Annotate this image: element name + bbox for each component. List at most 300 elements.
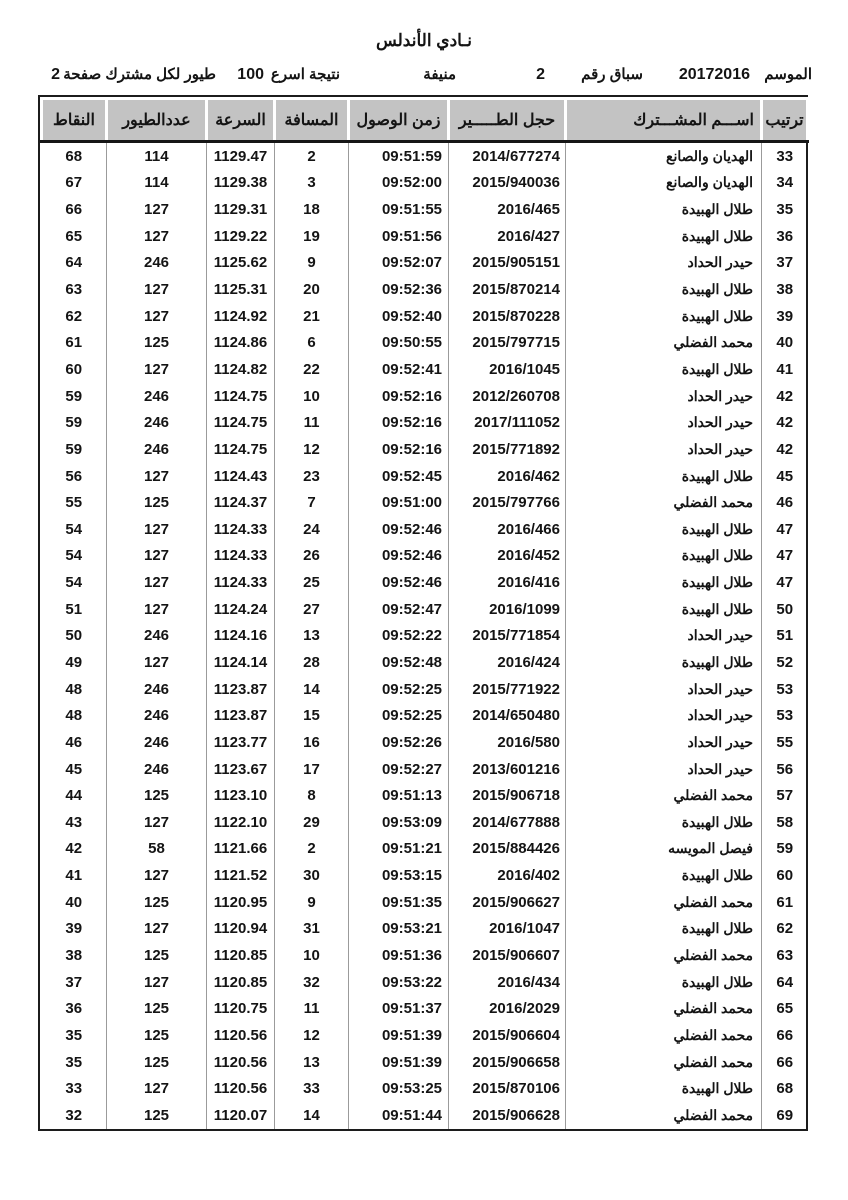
cell-distance: 13 — [275, 1049, 349, 1076]
cell-participant-name: حيدر الحداد — [566, 250, 762, 277]
cell-bird-count: 125 — [107, 942, 207, 969]
cell-bird-count: 246 — [107, 250, 207, 277]
cell-arrival-time: 09:51:59 — [349, 142, 449, 170]
cell-speed: 1125.31 — [207, 276, 275, 303]
cell-speed: 1120.85 — [207, 942, 275, 969]
cell-distance: 19 — [275, 223, 349, 250]
cell-rank: 42 — [776, 414, 794, 432]
cell-participant-name: حيدر الحداد — [566, 702, 762, 729]
table-row — [42, 729, 808, 756]
cell-arrival-time: 09:51:21 — [349, 836, 449, 863]
race-number-label: سباق رقم — [581, 66, 643, 83]
cell-ring-number: 2013/601216 — [449, 756, 566, 783]
cell-ring-number: 2015/797715 — [449, 329, 566, 356]
table-row — [42, 1022, 808, 1049]
cell-participant-name: طلال الهبيدة — [566, 969, 762, 996]
cell-distance: 22 — [275, 356, 349, 383]
cell-distance: 13 — [275, 623, 349, 650]
table-row — [42, 836, 808, 863]
cell-speed: 1124.82 — [207, 356, 275, 383]
cell-speed: 1120.07 — [207, 1102, 275, 1129]
cell-bird-count: 246 — [107, 623, 207, 650]
report-info-line — [0, 62, 848, 88]
cell-points: 50 — [42, 623, 107, 650]
cell-speed: 1125.62 — [207, 250, 275, 277]
cell-bird-count: 127 — [107, 969, 207, 996]
cell-bird-count: 246 — [107, 729, 207, 756]
race-location: منيفة — [423, 66, 456, 83]
cell-ring-number: 2015/906628 — [449, 1102, 566, 1129]
cell-rank: 39 — [776, 307, 794, 325]
table-row — [42, 223, 808, 250]
cell-speed: 1124.16 — [207, 623, 275, 650]
cell-ring-number: 2016/1047 — [449, 916, 566, 943]
cell-rank: 64 — [776, 973, 794, 991]
cell-participant-name: حيدر الحداد — [566, 729, 762, 756]
cell-points: 54 — [42, 543, 107, 570]
cell-participant-name: طلال الهبيدة — [566, 276, 762, 303]
cell-distance: 27 — [275, 596, 349, 623]
table-body — [42, 142, 808, 1129]
cell-distance: 8 — [275, 782, 349, 809]
result-count-value: 100 — [237, 66, 264, 83]
cell-points: 43 — [42, 809, 107, 836]
cell-points: 66 — [42, 196, 107, 223]
cell-distance: 9 — [275, 250, 349, 277]
cell-ring-number: 2015/906718 — [449, 782, 566, 809]
result-type-label: نتيجة اسرع — [270, 66, 340, 83]
cell-speed: 1120.95 — [207, 889, 275, 916]
cell-bird-count: 246 — [107, 702, 207, 729]
race-number-value: 2 — [536, 66, 545, 83]
cell-bird-count: 127 — [107, 356, 207, 383]
cell-speed: 1120.75 — [207, 996, 275, 1023]
cell-arrival-time: 09:51:35 — [349, 889, 449, 916]
table-row — [42, 463, 808, 490]
cell-ring-number: 2015/906604 — [449, 1022, 566, 1049]
table-row — [42, 1049, 808, 1076]
table-row — [42, 569, 808, 596]
cell-rank: 36 — [776, 227, 794, 245]
cell-rank: 42 — [776, 387, 794, 405]
cell-speed: 1124.14 — [207, 649, 275, 676]
cell-bird-count: 127 — [107, 862, 207, 889]
cell-ring-number: 2014/677888 — [449, 809, 566, 836]
cell-bird-count: 125 — [107, 489, 207, 516]
cell-bird-count: 127 — [107, 596, 207, 623]
cell-arrival-time: 09:52:46 — [349, 569, 449, 596]
table-header-row — [42, 99, 808, 142]
cell-participant-name: محمد الفضلي — [566, 889, 762, 916]
cell-arrival-time: 09:52:00 — [349, 170, 449, 197]
cell-rank: 63 — [776, 947, 794, 965]
cell-ring-number: 2016/1099 — [449, 596, 566, 623]
cell-speed: 1124.33 — [207, 569, 275, 596]
cell-points: 62 — [42, 303, 107, 330]
cell-arrival-time: 09:52:27 — [349, 756, 449, 783]
table-row — [42, 649, 808, 676]
cell-ring-number: 2015/906627 — [449, 889, 566, 916]
results-table — [38, 95, 808, 1131]
table-row — [42, 329, 808, 356]
table-row — [42, 596, 808, 623]
table-row — [42, 676, 808, 703]
cell-speed: 1124.86 — [207, 329, 275, 356]
cell-arrival-time: 09:51:39 — [349, 1049, 449, 1076]
cell-distance: 23 — [275, 463, 349, 490]
cell-points: 44 — [42, 782, 107, 809]
cell-arrival-time: 09:52:16 — [349, 383, 449, 410]
cell-arrival-time: 09:53:21 — [349, 916, 449, 943]
cell-points: 55 — [42, 489, 107, 516]
cell-participant-name: فيصل المويسه — [566, 836, 762, 863]
cell-points: 35 — [42, 1049, 107, 1076]
cell-speed: 1124.75 — [207, 383, 275, 410]
cell-rank: 66 — [776, 1026, 794, 1044]
table-row — [42, 916, 808, 943]
cell-arrival-time: 09:52:40 — [349, 303, 449, 330]
table-row — [42, 756, 808, 783]
table-row — [42, 809, 808, 836]
cell-speed: 1123.10 — [207, 782, 275, 809]
cell-bird-count: 125 — [107, 889, 207, 916]
cell-rank: 42 — [776, 440, 794, 458]
cell-bird-count: 125 — [107, 782, 207, 809]
table-row — [42, 356, 808, 383]
cell-arrival-time: 09:52:26 — [349, 729, 449, 756]
col-header-speed: السرعة — [207, 99, 275, 142]
cell-arrival-time: 09:51:00 — [349, 489, 449, 516]
cell-rank: 59 — [776, 840, 794, 858]
cell-participant-name: طلال الهبيدة — [566, 303, 762, 330]
table-row — [42, 889, 808, 916]
cell-distance: 17 — [275, 756, 349, 783]
cell-points: 38 — [42, 942, 107, 969]
cell-bird-count: 127 — [107, 543, 207, 570]
cell-bird-count: 127 — [107, 649, 207, 676]
results-table-grid — [40, 97, 809, 1129]
cell-arrival-time: 09:52:25 — [349, 676, 449, 703]
cell-distance: 29 — [275, 809, 349, 836]
cell-participant-name: طلال الهبيدة — [566, 543, 762, 570]
cell-arrival-time: 09:52:25 — [349, 702, 449, 729]
table-row — [42, 250, 808, 277]
cell-bird-count: 125 — [107, 1022, 207, 1049]
cell-points: 56 — [42, 463, 107, 490]
cell-participant-name: محمد الفضلي — [566, 996, 762, 1023]
cell-ring-number: 2016/434 — [449, 969, 566, 996]
cell-arrival-time: 09:52:46 — [349, 543, 449, 570]
cell-participant-name: طلال الهبيدة — [566, 862, 762, 889]
cell-distance: 28 — [275, 649, 349, 676]
cell-bird-count: 127 — [107, 196, 207, 223]
cell-arrival-time: 09:53:09 — [349, 809, 449, 836]
cell-rank: 69 — [776, 1106, 794, 1124]
cell-arrival-time: 09:51:44 — [349, 1102, 449, 1129]
cell-arrival-time: 09:51:13 — [349, 782, 449, 809]
cell-ring-number: 2015/771922 — [449, 676, 566, 703]
cell-distance: 31 — [275, 916, 349, 943]
col-header-points: النقاط — [42, 99, 107, 142]
cell-ring-number: 2016/416 — [449, 569, 566, 596]
cell-points: 41 — [42, 862, 107, 889]
table-row — [42, 196, 808, 223]
cell-ring-number: 2016/427 — [449, 223, 566, 250]
cell-points: 36 — [42, 996, 107, 1023]
cell-bird-count: 246 — [107, 436, 207, 463]
cell-bird-count: 125 — [107, 329, 207, 356]
cell-points: 67 — [42, 170, 107, 197]
cell-rank: 66 — [776, 1053, 794, 1071]
cell-distance: 6 — [275, 329, 349, 356]
table-row — [42, 862, 808, 889]
cell-ring-number: 2015/870214 — [449, 276, 566, 303]
cell-rank: 61 — [776, 893, 794, 911]
cell-distance: 9 — [275, 889, 349, 916]
cell-bird-count: 246 — [107, 383, 207, 410]
cell-rank: 65 — [776, 1000, 794, 1018]
cell-participant-name: طلال الهبيدة — [566, 223, 762, 250]
cell-points: 61 — [42, 329, 107, 356]
cell-points: 32 — [42, 1102, 107, 1129]
cell-bird-count: 127 — [107, 463, 207, 490]
cell-ring-number: 2015/884426 — [449, 836, 566, 863]
cell-participant-name: محمد الفضلي — [566, 782, 762, 809]
cell-speed: 1121.52 — [207, 862, 275, 889]
cell-participant-name: محمد الفضلي — [566, 329, 762, 356]
cell-ring-number: 2014/650480 — [449, 702, 566, 729]
cell-distance: 33 — [275, 1075, 349, 1102]
cell-participant-name: محمد الفضلي — [566, 1022, 762, 1049]
cell-participant-name: محمد الفضلي — [566, 1049, 762, 1076]
cell-participant-name: طلال الهبيدة — [566, 516, 762, 543]
cell-bird-count: 127 — [107, 1075, 207, 1102]
cell-distance: 14 — [275, 676, 349, 703]
cell-ring-number: 2014/677274 — [449, 142, 566, 170]
cell-points: 42 — [42, 836, 107, 863]
cell-bird-count: 246 — [107, 409, 207, 436]
cell-participant-name: الهديان والصانع — [566, 170, 762, 197]
cell-points: 60 — [42, 356, 107, 383]
cell-ring-number: 2016/580 — [449, 729, 566, 756]
table-row — [42, 489, 808, 516]
cell-participant-name: طلال الهبيدة — [566, 1075, 762, 1102]
cell-rank: 57 — [776, 787, 794, 805]
cell-speed: 1124.37 — [207, 489, 275, 516]
cell-rank: 33 — [776, 147, 794, 165]
cell-ring-number: 2012/260708 — [449, 383, 566, 410]
cell-distance: 21 — [275, 303, 349, 330]
cell-arrival-time: 09:52:48 — [349, 649, 449, 676]
cell-ring-number: 2016/452 — [449, 543, 566, 570]
cell-arrival-time: 09:51:55 — [349, 196, 449, 223]
cell-points: 37 — [42, 969, 107, 996]
cell-participant-name: حيدر الحداد — [566, 676, 762, 703]
season-value: 20172016 — [678, 66, 750, 83]
cell-arrival-time: 09:52:22 — [349, 623, 449, 650]
col-header-ring-number: حجل الطـــــير — [449, 99, 566, 142]
cell-ring-number: 2015/940036 — [449, 170, 566, 197]
cell-arrival-time: 09:51:36 — [349, 942, 449, 969]
table-row — [42, 516, 808, 543]
cell-bird-count: 127 — [107, 569, 207, 596]
table-row — [42, 276, 808, 303]
cell-rank: 50 — [776, 600, 794, 618]
table-row — [42, 702, 808, 729]
cell-rank: 47 — [776, 520, 794, 538]
cell-points: 49 — [42, 649, 107, 676]
cell-points: 59 — [42, 436, 107, 463]
cell-bird-count: 58 — [107, 836, 207, 863]
cell-points: 48 — [42, 702, 107, 729]
cell-rank: 51 — [776, 627, 794, 645]
cell-distance: 12 — [275, 436, 349, 463]
cell-distance: 3 — [275, 170, 349, 197]
table-row — [42, 303, 808, 330]
cell-distance: 18 — [275, 196, 349, 223]
cell-bird-count: 125 — [107, 1102, 207, 1129]
cell-speed: 1120.85 — [207, 969, 275, 996]
cell-bird-count: 127 — [107, 303, 207, 330]
cell-ring-number: 2017/111052 — [449, 409, 566, 436]
cell-distance: 2 — [275, 142, 349, 170]
cell-arrival-time: 09:52:46 — [349, 516, 449, 543]
cell-arrival-time: 09:52:41 — [349, 356, 449, 383]
cell-points: 46 — [42, 729, 107, 756]
cell-distance: 30 — [275, 862, 349, 889]
cell-bird-count: 127 — [107, 809, 207, 836]
cell-speed: 1120.56 — [207, 1075, 275, 1102]
cell-speed: 1122.10 — [207, 809, 275, 836]
cell-participant-name: طلال الهبيدة — [566, 356, 762, 383]
season-label: الموسم — [764, 66, 812, 83]
cell-rank: 47 — [776, 547, 794, 565]
cell-speed: 1129.22 — [207, 223, 275, 250]
cell-distance: 32 — [275, 969, 349, 996]
cell-speed: 1121.66 — [207, 836, 275, 863]
table-row — [42, 543, 808, 570]
cell-distance: 20 — [275, 276, 349, 303]
cell-rank: 47 — [776, 574, 794, 592]
cell-arrival-time: 09:52:47 — [349, 596, 449, 623]
cell-participant-name: حيدر الحداد — [566, 383, 762, 410]
cell-arrival-time: 09:51:39 — [349, 1022, 449, 1049]
cell-speed: 1123.67 — [207, 756, 275, 783]
cell-distance: 25 — [275, 569, 349, 596]
cell-speed: 1120.56 — [207, 1049, 275, 1076]
cell-ring-number: 2015/905151 — [449, 250, 566, 277]
table-row — [42, 942, 808, 969]
cell-speed: 1120.94 — [207, 916, 275, 943]
cell-distance: 10 — [275, 383, 349, 410]
cell-points: 54 — [42, 516, 107, 543]
cell-speed: 1124.24 — [207, 596, 275, 623]
table-row — [42, 170, 808, 197]
cell-speed: 1129.47 — [207, 142, 275, 170]
cell-ring-number: 2015/906658 — [449, 1049, 566, 1076]
cell-ring-number: 2015/870106 — [449, 1075, 566, 1102]
cell-speed: 1124.33 — [207, 543, 275, 570]
cell-rank: 38 — [776, 281, 794, 299]
cell-participant-name: حيدر الحداد — [566, 409, 762, 436]
cell-arrival-time: 09:52:16 — [349, 409, 449, 436]
cell-speed: 1129.31 — [207, 196, 275, 223]
cell-distance: 11 — [275, 996, 349, 1023]
cell-speed: 1124.43 — [207, 463, 275, 490]
cell-rank: 37 — [776, 254, 794, 272]
cell-bird-count: 246 — [107, 756, 207, 783]
cell-points: 54 — [42, 569, 107, 596]
cell-rank: 53 — [776, 707, 794, 725]
cell-speed: 1124.75 — [207, 409, 275, 436]
cell-rank: 35 — [776, 201, 794, 219]
cell-speed: 1124.33 — [207, 516, 275, 543]
cell-points: 40 — [42, 889, 107, 916]
cell-ring-number: 2015/797766 — [449, 489, 566, 516]
cell-ring-number: 2016/465 — [449, 196, 566, 223]
col-header-arrival-time: زمن الوصول — [349, 99, 449, 142]
cell-bird-count: 125 — [107, 1049, 207, 1076]
cell-points: 45 — [42, 756, 107, 783]
cell-ring-number: 2015/771892 — [449, 436, 566, 463]
cell-speed: 1120.56 — [207, 1022, 275, 1049]
cell-participant-name: طلال الهبيدة — [566, 649, 762, 676]
cell-rank: 46 — [776, 494, 794, 512]
cell-bird-count: 125 — [107, 996, 207, 1023]
cell-bird-count: 127 — [107, 223, 207, 250]
cell-arrival-time: 09:53:15 — [349, 862, 449, 889]
cell-rank: 53 — [776, 680, 794, 698]
cell-distance: 10 — [275, 942, 349, 969]
cell-ring-number: 2016/462 — [449, 463, 566, 490]
cell-participant-name: طلال الهبيدة — [566, 916, 762, 943]
cell-points: 59 — [42, 409, 107, 436]
cell-participant-name: محمد الفضلي — [566, 489, 762, 516]
cell-participant-name: طلال الهبيدة — [566, 596, 762, 623]
cell-bird-count: 127 — [107, 916, 207, 943]
cell-bird-count: 246 — [107, 676, 207, 703]
cell-distance: 16 — [275, 729, 349, 756]
cell-distance: 7 — [275, 489, 349, 516]
cell-points: 65 — [42, 223, 107, 250]
col-header-participant: اســـم المشـــترك — [566, 99, 762, 142]
cell-arrival-time: 09:51:56 — [349, 223, 449, 250]
col-header-rank: ترتيب — [762, 99, 808, 142]
cell-participant-name: طلال الهبيدة — [566, 196, 762, 223]
table-row — [42, 1075, 808, 1102]
cell-distance: 26 — [275, 543, 349, 570]
cell-speed: 1123.87 — [207, 702, 275, 729]
cell-rank: 55 — [776, 733, 794, 751]
table-row — [42, 383, 808, 410]
cell-rank: 58 — [776, 813, 794, 831]
col-header-bird-count: عددالطيور — [107, 99, 207, 142]
cell-ring-number: 2016/424 — [449, 649, 566, 676]
table-row — [42, 782, 808, 809]
cell-participant-name: حيدر الحداد — [566, 756, 762, 783]
cell-participant-name: طلال الهبيدة — [566, 809, 762, 836]
cell-speed: 1124.75 — [207, 436, 275, 463]
table-row — [42, 142, 808, 170]
cell-points: 39 — [42, 916, 107, 943]
cell-speed: 1124.92 — [207, 303, 275, 330]
cell-rank: 62 — [776, 920, 794, 938]
cell-arrival-time: 09:53:22 — [349, 969, 449, 996]
table-row — [42, 996, 808, 1023]
cell-participant-name: طلال الهبيدة — [566, 569, 762, 596]
cell-participant-name: طلال الهبيدة — [566, 463, 762, 490]
cell-arrival-time: 09:50:55 — [349, 329, 449, 356]
